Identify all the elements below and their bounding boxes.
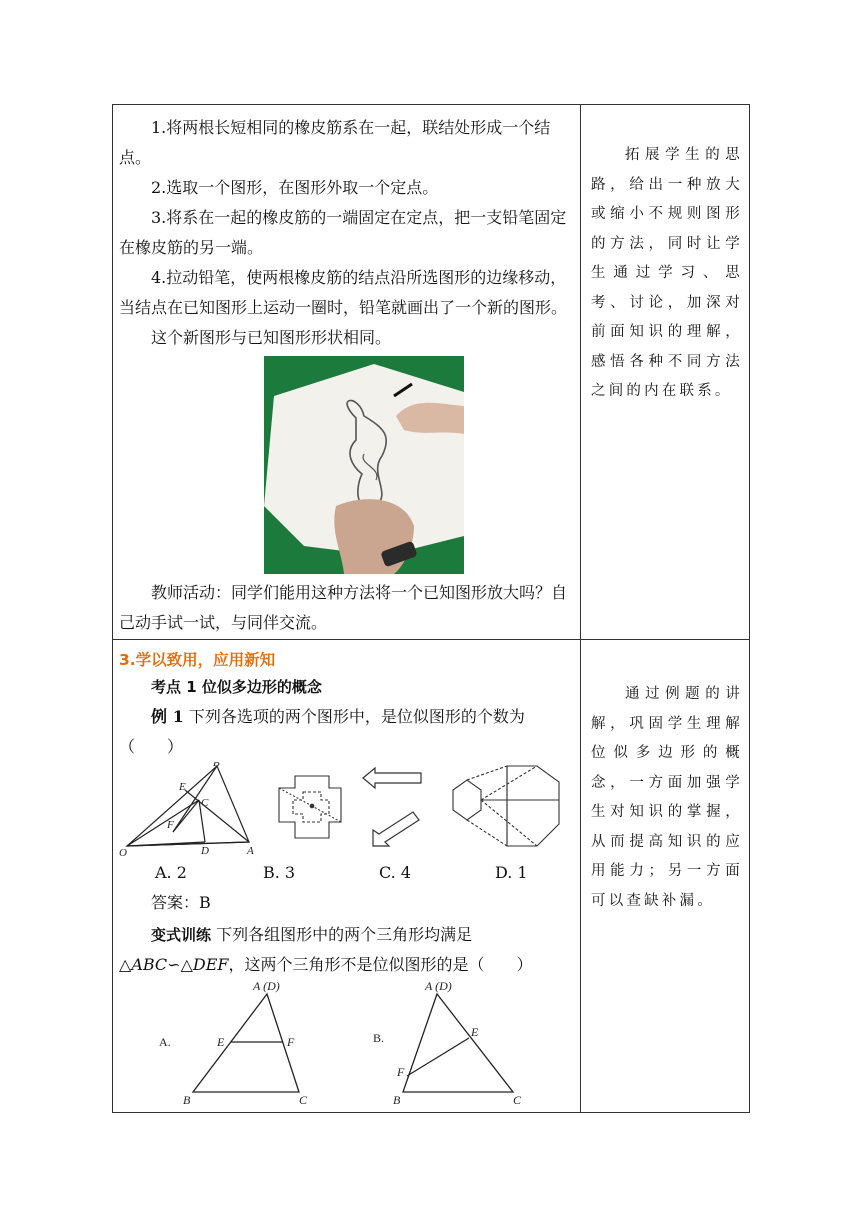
step-2: 2.选取一个图形，在图形外取一个定点。 (151, 178, 439, 197)
pantograph-photo (264, 356, 464, 574)
label-C: C (201, 797, 209, 809)
side-note-1: 拓展学生的思路，给出一种放大或缩小不规则图形的方法，同时让学生通过学习、思考、讨论，加深对前面知识的理解，感悟各种不同方法之间的内在联系。 (591, 147, 743, 399)
option-a: A. 2 (155, 863, 187, 882)
variant-sim: ∽△ (167, 955, 193, 974)
label-O: O (119, 847, 127, 858)
teacher-activity: 教师活动：同学们能用这种方法将一个已知图形放大吗？自己动手试一试，与同伴交流。 (119, 583, 568, 632)
variant-training (119, 920, 574, 980)
answer: 答案：B (151, 893, 211, 912)
variant-label: 变式训练 (151, 926, 212, 944)
label-E-1: E (217, 1035, 225, 1049)
side-cell (581, 640, 750, 1113)
table-row (113, 105, 750, 640)
step-1: 1.将两根长短相同的橡皮筋系在一起，联结处形成一个结点。 (119, 118, 551, 167)
label-AD-1: A (D) (253, 980, 280, 993)
label-F-1: F (287, 1035, 295, 1049)
option-c: C. 4 (379, 863, 412, 882)
example-label: 例 1 (151, 707, 184, 726)
main-cell (113, 105, 581, 640)
variant-def: DEF (192, 955, 229, 974)
label-B: B (213, 762, 220, 769)
options-row (155, 858, 580, 888)
side-note-2: 通过例题的讲解，巩固学生理解位似多边形的概念，一方面加强学生对知识的掌握，从而提高知识的应用能力；另一方面可以查缺补漏。 (591, 686, 743, 909)
side-cell (581, 105, 750, 640)
label-E: E (179, 781, 186, 793)
label-AD-2: A (D) (425, 980, 452, 993)
conclusion: 这个新图形与已知图形形状相同。 (151, 328, 392, 347)
variant-abc: ABC (131, 955, 168, 974)
main-cell (113, 640, 581, 1113)
example-text: 下列各选项的两个图形中，是位似图形的个数为（ ） (119, 707, 525, 756)
label-F: F (167, 819, 174, 831)
example-figures (113, 762, 580, 858)
label-opt-a: A. (159, 1035, 171, 1049)
label-opt-b: B. (373, 1031, 385, 1045)
example-1 (119, 702, 574, 762)
variant-text-1: 下列各组图形中的两个三角形均满足△ (119, 925, 473, 974)
table-row (113, 640, 750, 1113)
variant-figures (113, 980, 580, 1112)
label-C-2: C (513, 1093, 522, 1107)
option-b: B. 3 (263, 863, 296, 882)
label-A: A (247, 845, 254, 857)
label-B-1: B (183, 1093, 191, 1107)
label-B-2: B (393, 1093, 401, 1107)
step-3: 3.将系在一起的橡皮筋的一端固定在定点，把一支铅笔固定在橡皮筋的另一端。 (119, 208, 567, 257)
label-D: D (201, 845, 209, 857)
lesson-table (112, 104, 750, 1113)
section-title: 3.学以致用，应用新知 (119, 651, 276, 669)
variant-text-2: ，这两个三角形不是位似图形的是（ ） (228, 955, 533, 974)
label-C-1: C (299, 1093, 308, 1107)
step-4: 4.拉动铅笔，使两根橡皮筋的结点沿所选图形的边缘移动，当结点在已知图形上运动一圈时，铅笔就画出了一个新的图形。 (119, 268, 568, 317)
option-d: D. 1 (495, 863, 528, 882)
point-label: 考点 1 位似多边形的概念 (151, 678, 322, 696)
point-heading (119, 672, 574, 702)
label-F-2: F (397, 1065, 405, 1079)
label-E-2: E (471, 1025, 479, 1039)
